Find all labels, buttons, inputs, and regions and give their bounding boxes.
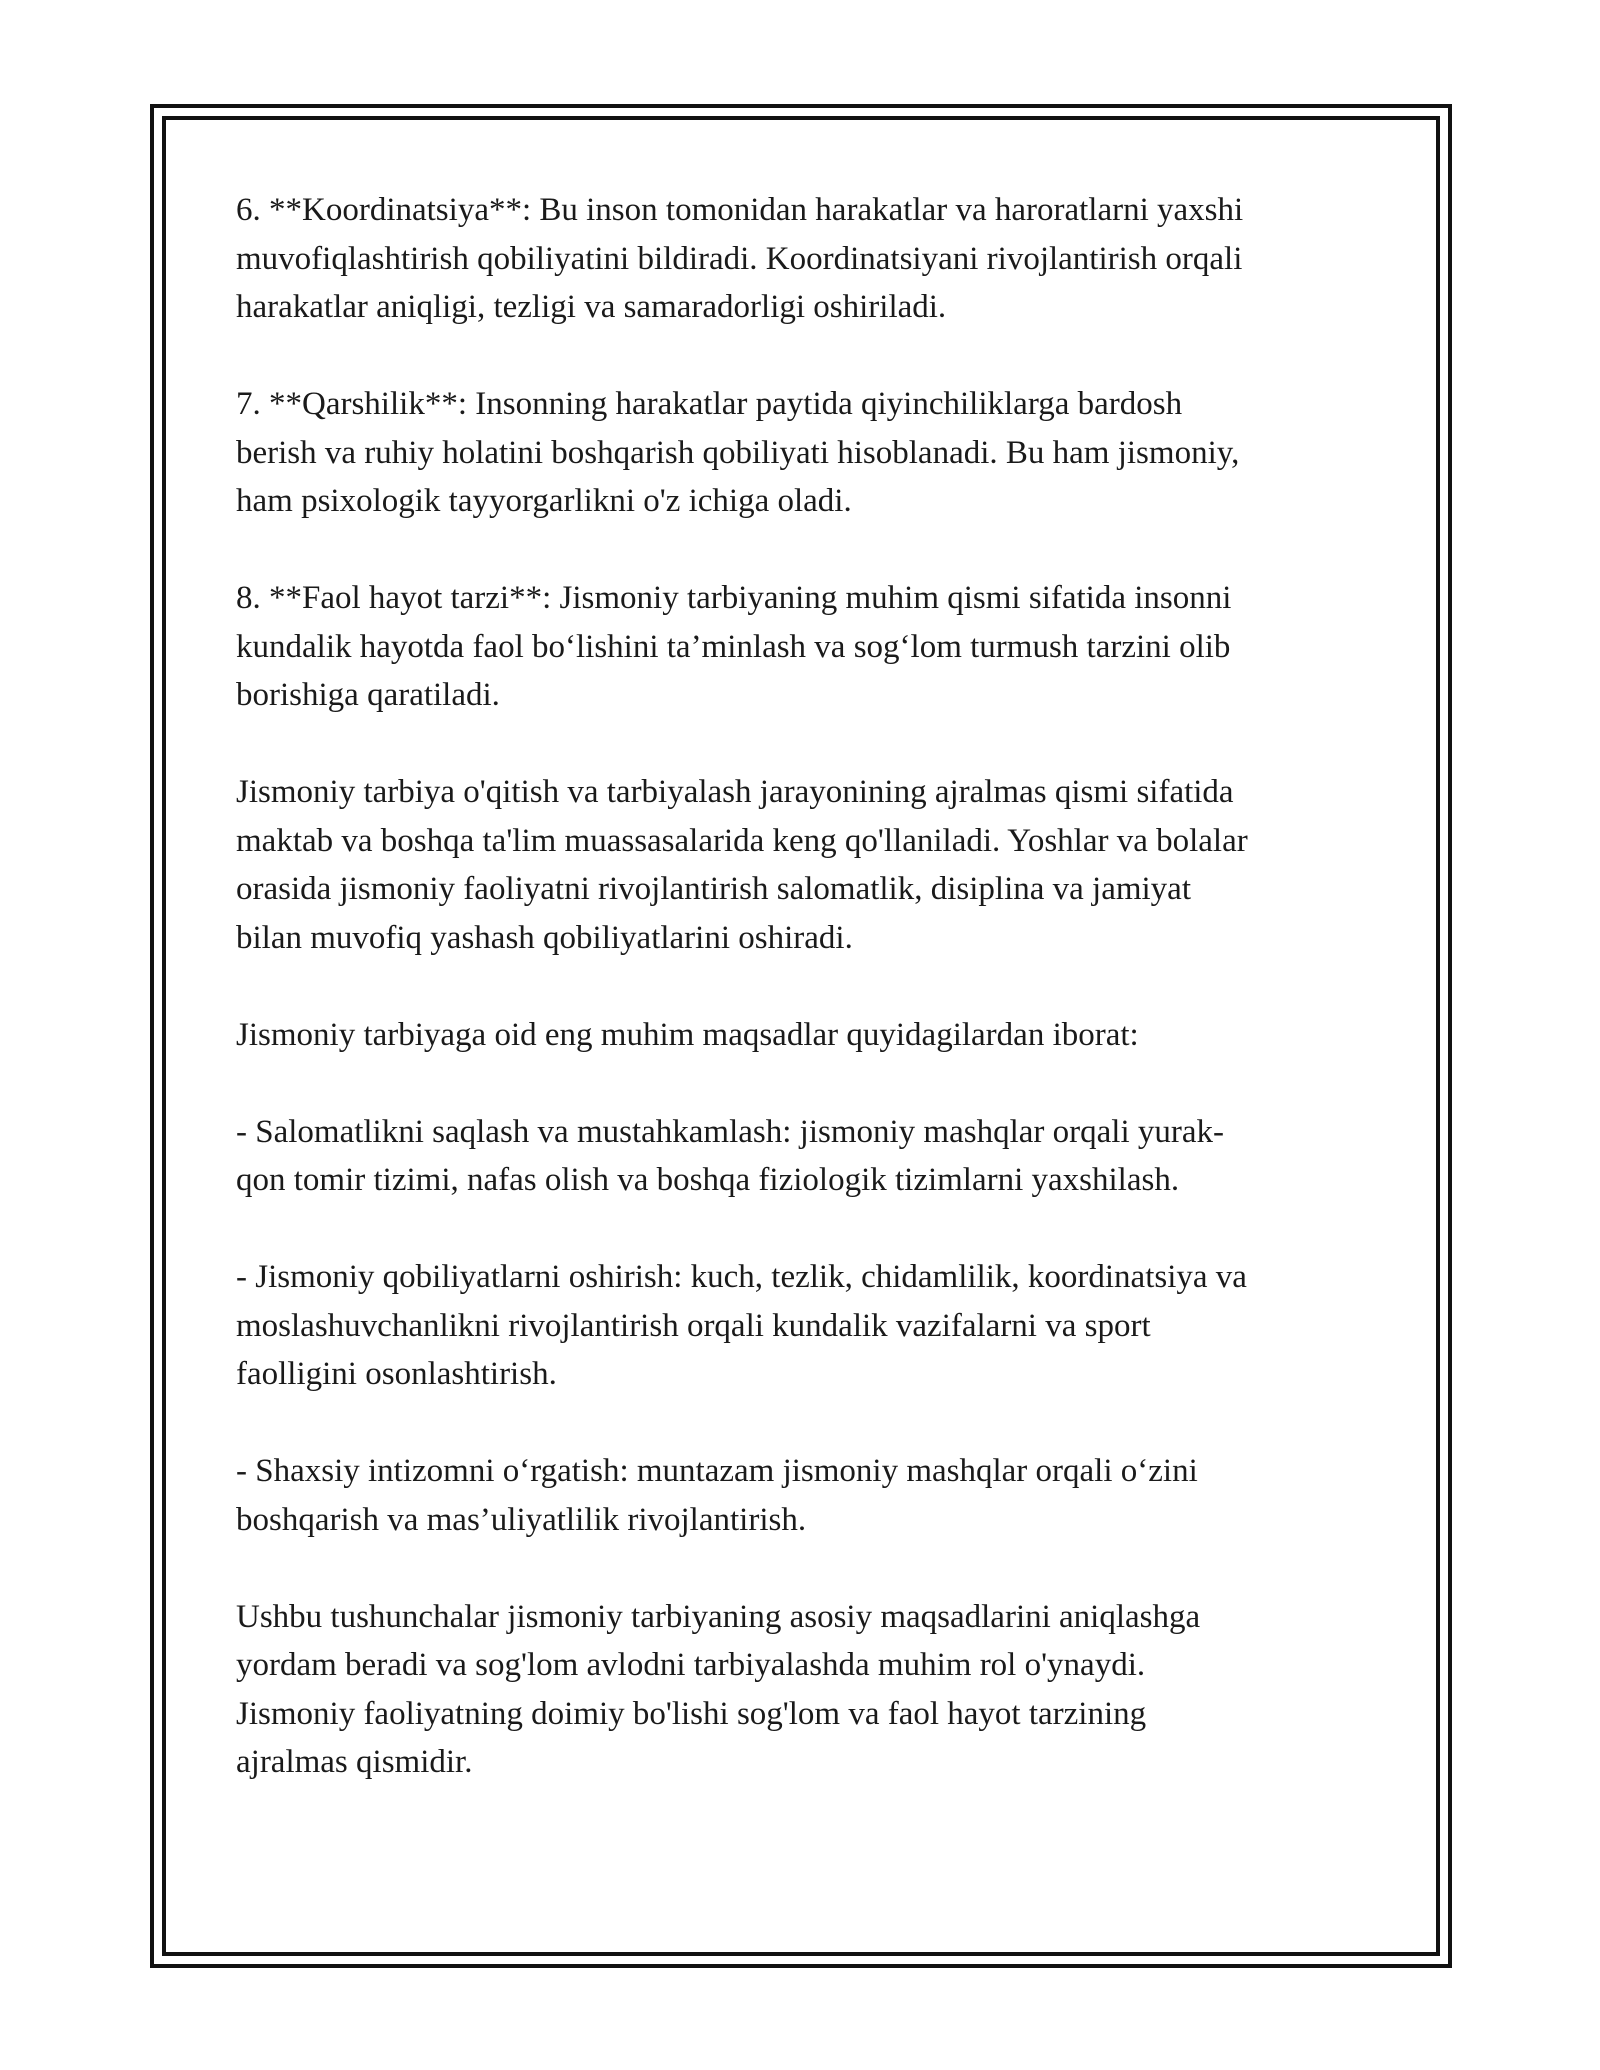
- paragraph-faol-hayot-tarzi: 8. **Faol hayot tarzi**: Jismoniy tarbiyaning muhim qismi sifatida insonni kundalik hayotda faol bo‘lishini ta’minlash va sog‘lom turmush tarzini olib borishiga qaratiladi.: [236, 580, 1232, 713]
- paragraph-jismoniy-tarbiya-intro: Jismoniy tarbiya o'qitish va tarbiyalash jarayonining ajralmas qismi sifatida maktab va boshqa ta'lim muassasalarida keng qo'llaniladi. Yoshlar va bolalar orasida jismoniy faoliyatni rivojlantirish salomatlik, disiplina va jamiyat bilan muvofiq yashash qobiliyatlarini oshiradi.: [236, 774, 1248, 956]
- list-item-salomatlik: - Salomatlikni saqlash va mustahkamlash: jismoniy mashqlar orqali yurak- qon tomir tizimi, nafas olish va boshqa fiziologik tizimlarni yaxshilash.: [236, 1113, 1224, 1198]
- list-item-intizom: - Shaxsiy intizomni o‘rgatish: muntazam jismoniy mashqlar orqali o‘zini boshqarish va mas’uliyatlilik rivojlantirish.: [236, 1453, 1198, 1538]
- paragraph-conclusion: Ushbu tushunchalar jismoniy tarbiyaning asosiy maqsadlarini aniqlashga yordam beradi va sog'lom avlodni tarbiyalashda muhim rol o'ynaydi. Jismoniy faoliyatning doimiy bo'lishi sog'lom va faol hayot tarzining ajralmas qismidir.: [236, 1598, 1201, 1780]
- paragraph-maqsadlar-heading: Jismoniy tarbiyaga oid eng muhim maqsadlar quyidagilardan iborat:: [236, 1016, 1139, 1053]
- paragraph-koordinatsiya: 6. **Koordinatsiya**: Bu inson tomonidan harakatlar va haroratlarni yaxshi muvofiqlashtirish qobiliyatini bildiradi. Koordinatsiyani rivojlantirish orqali harakatlar aniqligi, tezligi va samaradorligi oshiriladi.: [236, 192, 1244, 325]
- list-item-qobiliyatlar: - Jismoniy qobiliyatlarni oshirish: kuch, tezlik, chidamlilik, koordinatsiya va moslashuvchanlikni rivojlantirish orqali kundalik vazifalarni va sport faolligini osonlashtirish.: [236, 1259, 1247, 1392]
- document-body: [236, 186, 1376, 1835]
- paragraph-qarshilik: 7. **Qarshilik**: Insonning harakatlar paytida qiyinchiliklarga bardosh berish va ruhiy holatini boshqarish qobiliyati hisoblanadi. Bu ham jismoniy, ham psixologik tayyorgarlikni o'z ichiga oladi.: [236, 386, 1240, 519]
